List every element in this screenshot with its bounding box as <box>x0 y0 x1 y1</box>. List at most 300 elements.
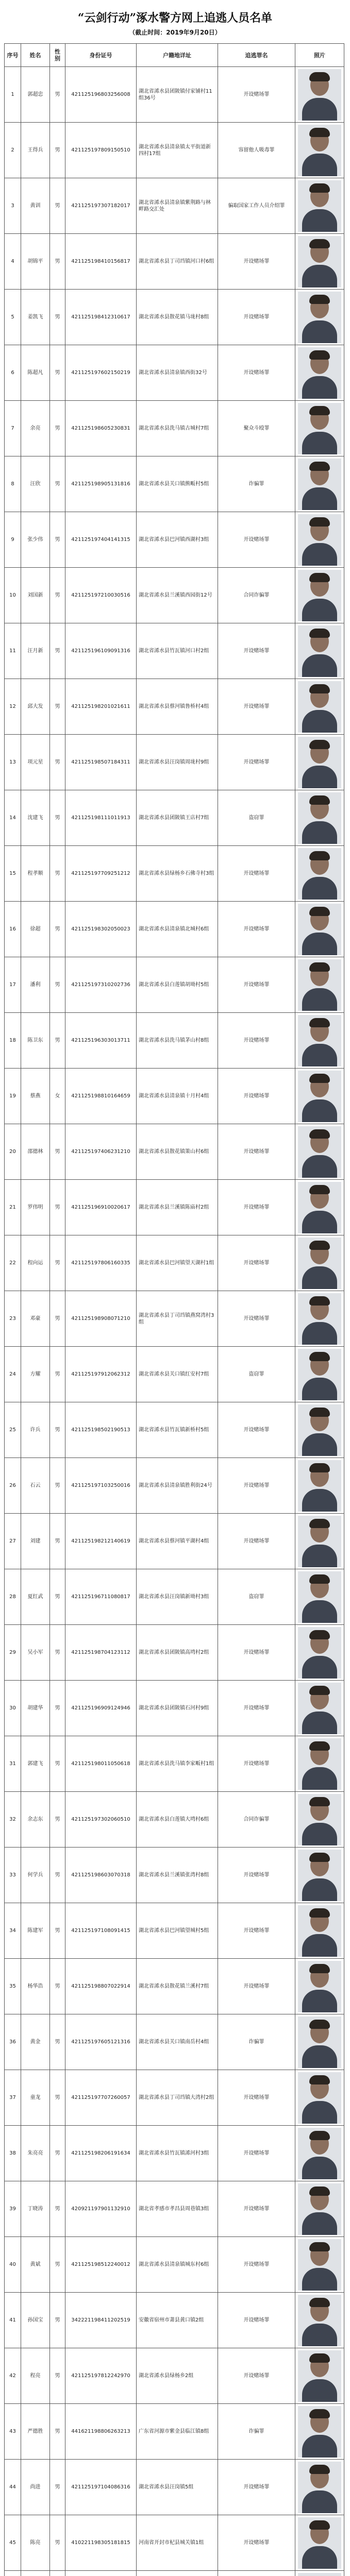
cell-name: 姜凯飞 <box>21 290 50 345</box>
cell-photo <box>295 1180 344 1235</box>
table-row <box>5 2237 344 2293</box>
cell-name: 丁晓涛 <box>21 2181 50 2237</box>
cell-crime: 诈骗罪 <box>218 2014 295 2070</box>
cell-sex: 男 <box>50 790 65 846</box>
table-row <box>5 1124 344 1180</box>
cell-photo <box>295 67 344 123</box>
cell-number: 2 <box>5 123 21 178</box>
col-header-number: 序号 <box>5 44 21 67</box>
cell-crime: 开设赌场罪 <box>218 2293 295 2348</box>
col-header-name: 姓名 <box>21 44 50 67</box>
cell-sex: 男 <box>50 679 65 735</box>
cell-sex: 男 <box>50 1848 65 1903</box>
cell-sex: 男 <box>50 1625 65 1681</box>
cell-address: 湖北省浠水县散花镇策山村6组 <box>137 1124 218 1180</box>
cell-sex: 男 <box>50 123 65 178</box>
cell-id-number: 421125197406231210 <box>65 1124 137 1180</box>
cell-number: 7 <box>5 401 21 456</box>
portrait-photo <box>298 792 341 844</box>
table-row <box>5 2404 344 2460</box>
cell-name: 余志东 <box>21 1792 50 1848</box>
cell-number: 30 <box>5 1681 21 1736</box>
page-title: “云剑行动”涿水警方网上追逃人员名单 <box>77 11 273 25</box>
cell-name: 汪欣 <box>21 456 50 512</box>
cell-id-number: 421125198603070318 <box>65 1848 137 1903</box>
cell-number: 24 <box>5 1347 21 1402</box>
table-row <box>5 401 344 456</box>
cell-sex: 男 <box>50 2293 65 2348</box>
cell-address: 湖北省浠水县巴河镇西湖村3组 <box>137 512 218 568</box>
cell-photo <box>295 2237 344 2293</box>
cell-name: 胡锦平 <box>21 234 50 290</box>
cell-photo <box>295 2014 344 2070</box>
cell-crime: 开设赌场罪 <box>218 1848 295 1903</box>
table-row <box>5 1848 344 1903</box>
cell-name: 陈建军 <box>21 1903 50 1959</box>
portrait-photo <box>298 570 341 621</box>
portrait-photo <box>298 625 341 677</box>
col-header-sex: 性别 <box>50 44 65 67</box>
portrait-photo <box>298 2183 341 2235</box>
cell-address: 湖北省浠水县洗马镇茅山村8组 <box>137 1013 218 1069</box>
cell-id-number: 421125198507184311 <box>65 735 137 790</box>
cell-number <box>5 2571 21 2576</box>
table-row <box>5 1347 344 1402</box>
cell-photo <box>295 2460 344 2515</box>
cell-crime: 开设赌场罪 <box>218 846 295 902</box>
portrait-photo <box>298 2295 341 2346</box>
cell-address: 广东省河源市紫金县临江镇8组 <box>137 2404 218 2460</box>
table-row <box>5 2348 344 2404</box>
portrait-photo <box>298 1683 341 1734</box>
cell-id-number: 342221198411202519 <box>65 2293 137 2348</box>
table-row <box>5 2460 344 2515</box>
page-subtitle: （截止时间：2019年9月20日） <box>129 29 221 36</box>
cell-number: 13 <box>5 735 21 790</box>
table-row <box>5 1458 344 1514</box>
cell-name: 陈亮 <box>21 2515 50 2571</box>
cell-name: 严德胜 <box>21 2404 50 2460</box>
portrait-photo <box>298 1516 341 1567</box>
cell-sex: 男 <box>50 2014 65 2070</box>
cell-photo <box>295 1792 344 1848</box>
cell-number: 39 <box>5 2181 21 2237</box>
cell-number: 44 <box>5 2460 21 2515</box>
cell-address: 湖北省浠水县清泉镇胜利街24号 <box>137 1458 218 1514</box>
portrait-photo <box>298 1460 341 1512</box>
cell-name: 邱大发 <box>21 679 50 735</box>
cell-id-number: 421125196303013711 <box>65 1013 137 1069</box>
cell-photo <box>295 1402 344 1458</box>
cell-number: 1 <box>5 67 21 123</box>
table-row <box>5 290 344 345</box>
portrait-photo <box>298 1627 341 1679</box>
cell-name: 汪月新 <box>21 623 50 679</box>
cell-id-number: 421125197602150219 <box>65 345 137 401</box>
cell-id-number: 421125198807022914 <box>65 1959 137 2014</box>
table-row <box>5 568 344 623</box>
cell-address: 湖北省浠水县团陂镇高塆村2组 <box>137 1625 218 1681</box>
cell-crime: 开设赌场罪 <box>218 512 295 568</box>
cell-photo <box>295 1959 344 2014</box>
cell-address: 湖北省浠水县清泉镇西街32号 <box>137 345 218 401</box>
table-row <box>5 1625 344 1681</box>
cell-photo <box>295 735 344 790</box>
cell-sex: 男 <box>50 2126 65 2181</box>
cell-crime: 开设赌场罪 <box>218 1736 295 1792</box>
cell-sex: 男 <box>50 234 65 290</box>
cell-photo <box>295 401 344 456</box>
cell-name: 石云 <box>21 1458 50 1514</box>
cell-number: 14 <box>5 790 21 846</box>
cell-photo <box>295 957 344 1013</box>
table-row <box>5 902 344 957</box>
cell-address: 湖北省浠水县团陂镇王店村7组 <box>137 790 218 846</box>
cell-number: 5 <box>5 290 21 345</box>
cell-address: 湖北省浠水县关口镇南岳村4组 <box>137 2014 218 2070</box>
cell-address: 湖北省浠水县汪岗镇周垅村9组 <box>137 735 218 790</box>
cell-sex: 男 <box>50 1681 65 1736</box>
cell-sex: 女 <box>50 1069 65 1124</box>
cell-address: 湖北省浠水县散花镇兰溪村7组 <box>137 1959 218 2014</box>
table-row <box>5 1069 344 1124</box>
cell-id-number: 421125197310202736 <box>65 957 137 1013</box>
cell-sex: 男 <box>50 1124 65 1180</box>
cell-sex: 男 <box>50 1514 65 1569</box>
cell-number: 32 <box>5 1792 21 1848</box>
cell-photo <box>295 1291 344 1347</box>
cell-id-number: 421125198212140619 <box>65 1514 137 1569</box>
cell-sex: 男 <box>50 2237 65 2293</box>
cell-name: 张少伟 <box>21 512 50 568</box>
cell-address: 湖北省浠水县蔡河镇鲁桥村4组 <box>137 679 218 735</box>
cell-address: 湖北省浠水县清泉镇十月村4组 <box>137 1069 218 1124</box>
cell-sex: 男 <box>50 2181 65 2237</box>
cell-address <box>137 2571 218 2576</box>
cell-crime: 合同诈骗罪 <box>218 1792 295 1848</box>
cell-number: 17 <box>5 957 21 1013</box>
cell-number: 22 <box>5 1235 21 1291</box>
cell-name: 邵德林 <box>21 1124 50 1180</box>
portrait-photo <box>298 1905 341 1957</box>
portrait-photo <box>298 2072 341 2124</box>
cell-crime: 开设赌场罪 <box>218 2126 295 2181</box>
cell-id-number: 421125198905131816 <box>65 456 137 512</box>
cell-name: 黄训 <box>21 178 50 234</box>
cell-address: 湖北省浠水县兰溪镇张湾村8组 <box>137 1848 218 1903</box>
portrait-photo <box>298 1071 341 1122</box>
cell-photo <box>295 512 344 568</box>
cell-crime: 开设赌场罪 <box>218 902 295 957</box>
cell-name: 程孝顺 <box>21 846 50 902</box>
cell-address: 湖北省浠水县洗马镇李家畈村1组 <box>137 1736 218 1792</box>
cell-photo <box>295 2515 344 2571</box>
cell-sex: 男 <box>50 846 65 902</box>
cell-number: 35 <box>5 1959 21 2014</box>
table-row <box>5 1013 344 1069</box>
cell-number: 10 <box>5 568 21 623</box>
cell-photo <box>295 345 344 401</box>
cell-photo <box>295 1013 344 1069</box>
cell-address: 湖北省浠水县清泉镇城东村6组 <box>137 2237 218 2293</box>
cell-crime: 骗取国家工作人员介绍罪 <box>218 178 295 234</box>
cell-sex: 男 <box>50 1347 65 1402</box>
cell-number: 3 <box>5 178 21 234</box>
cell-crime: 开设赌场罪 <box>218 2348 295 2404</box>
portrait-photo <box>298 2239 341 2291</box>
cell-number: 21 <box>5 1180 21 1235</box>
cell-photo <box>295 1625 344 1681</box>
cell-number: 25 <box>5 1402 21 1458</box>
cell-id-number: 421125196109091316 <box>65 623 137 679</box>
cell-name: 罗伟明 <box>21 1180 50 1235</box>
cell-address: 湖北省浠水县白莲镇胡坳村5组 <box>137 957 218 1013</box>
cell-name: 吴小军 <box>21 1625 50 1681</box>
cell-id-number: 421125197809150510 <box>65 123 137 178</box>
col-header-photo: 照片 <box>295 44 344 67</box>
cell-name: 许兵 <box>21 1402 50 1458</box>
cell-crime: 开设赌场罪 <box>218 290 295 345</box>
portrait-photo <box>298 1015 341 1066</box>
cell-photo <box>295 623 344 679</box>
table-row <box>5 456 344 512</box>
cell-photo <box>295 178 344 234</box>
cell-id-number: 421125197210030516 <box>65 568 137 623</box>
cell-name: 余亮 <box>21 401 50 456</box>
cell-sex: 男 <box>50 1792 65 1848</box>
cell-number: 15 <box>5 846 21 902</box>
portrait-photo <box>298 2573 341 2576</box>
cell-crime: 盗窃罪 <box>218 790 295 846</box>
cell-photo <box>295 2181 344 2237</box>
cell-crime <box>218 2571 295 2576</box>
portrait-photo <box>298 403 341 454</box>
cell-sex: 男 <box>50 1291 65 1347</box>
cell-sex: 男 <box>50 1569 65 1625</box>
cell-number: 40 <box>5 2237 21 2293</box>
cell-sex: 男 <box>50 2404 65 2460</box>
cell-id-number: 421125198410156817 <box>65 234 137 290</box>
cell-number: 43 <box>5 2404 21 2460</box>
cell-number: 28 <box>5 1569 21 1625</box>
cell-name: 黄金 <box>21 2014 50 2070</box>
cell-id-number: 421125197404141315 <box>65 512 137 568</box>
cell-photo <box>295 846 344 902</box>
cell-name: 沈建飞 <box>21 790 50 846</box>
cell-sex: 男 <box>50 957 65 1013</box>
cell-id-number: 421125198011050618 <box>65 1736 137 1792</box>
cell-sex <box>50 2571 65 2576</box>
cell-id-number: 421125198302050023 <box>65 902 137 957</box>
cell-name: 方耀 <box>21 1347 50 1402</box>
cell-id-number: 421125198206191634 <box>65 2126 137 2181</box>
cell-sex: 男 <box>50 512 65 568</box>
portrait-photo <box>298 2128 341 2179</box>
cell-sex: 男 <box>50 2515 65 2571</box>
portrait-photo <box>298 1571 341 1623</box>
cell-id-number: 421125198908071210 <box>65 1291 137 1347</box>
cell-number: 38 <box>5 2126 21 2181</box>
cell-sex: 男 <box>50 401 65 456</box>
cell-photo <box>295 1235 344 1291</box>
table-row <box>5 1903 344 1959</box>
cell-name: 杨华浩 <box>21 1959 50 2014</box>
cell-crime: 开设赌场罪 <box>218 1180 295 1235</box>
cell-sex: 男 <box>50 1402 65 1458</box>
cell-id-number: 421125197108091415 <box>65 1903 137 1959</box>
cell-name: 陈超凡 <box>21 345 50 401</box>
cell-crime: 开设赌场罪 <box>218 957 295 1013</box>
table-row <box>5 1235 344 1291</box>
cell-id-number: 421125198512240012 <box>65 2237 137 2293</box>
cell-sex: 男 <box>50 1903 65 1959</box>
cell-photo <box>295 2070 344 2126</box>
col-header-crime: 追逃罪名 <box>218 44 295 67</box>
cell-number: 8 <box>5 456 21 512</box>
cell-address: 湖北省浠水县散花镇马垅村8组 <box>137 290 218 345</box>
portrait-photo <box>298 1349 341 1400</box>
portrait-photo <box>298 1850 341 1901</box>
cell-address: 湖北省浠水县丁司垱镇燕窝湾村3组 <box>137 1291 218 1347</box>
cell-id-number: 421125197707260057 <box>65 2070 137 2126</box>
cell-photo <box>295 1736 344 1792</box>
cell-number: 36 <box>5 2014 21 2070</box>
cell-number: 34 <box>5 1903 21 1959</box>
cell-crime: 开设赌场罪 <box>218 735 295 790</box>
header-row <box>5 44 344 67</box>
cell-address: 湖北省浠水县关口镇熊畈村5组 <box>137 456 218 512</box>
cell-id-number: 410221198305181815 <box>65 2515 137 2571</box>
portrait-photo <box>298 904 341 955</box>
cell-photo <box>295 1514 344 1569</box>
table-row <box>5 1569 344 1625</box>
cell-crime: 合同诈骗罪 <box>218 568 295 623</box>
cell-id-number: 421125198810164659 <box>65 1069 137 1124</box>
col-header-address: 户籍地详址 <box>137 44 218 67</box>
cell-number: 26 <box>5 1458 21 1514</box>
portrait-photo <box>298 125 341 176</box>
cell-crime: 开设赌场罪 <box>218 2515 295 2571</box>
cell-crime: 开设赌场罪 <box>218 1458 295 1514</box>
cell-crime: 开设赌场罪 <box>218 2181 295 2237</box>
cell-address: 湖北省浠水县竹瓦镇新桥村5组 <box>137 1402 218 1458</box>
cell-name: 郭超忠 <box>21 67 50 123</box>
cell-address: 湖北省浠水县丁司垱镇河口村6组 <box>137 234 218 290</box>
cell-id-number: 421125197307182017 <box>65 178 137 234</box>
cell-sex: 男 <box>50 345 65 401</box>
table-row <box>5 790 344 846</box>
cell-id-number: 421125198502190513 <box>65 1402 137 1458</box>
cell-sex: 男 <box>50 2348 65 2404</box>
portrait-photo <box>298 1961 341 2012</box>
cell-number: 29 <box>5 1625 21 1681</box>
portrait-photo <box>298 1794 341 1845</box>
cell-photo <box>295 2126 344 2181</box>
cell-crime: 开设赌场罪 <box>218 2237 295 2293</box>
cell-name: 蔡燕 <box>21 1069 50 1124</box>
portrait-photo <box>298 180 341 232</box>
table-row <box>5 178 344 234</box>
cell-address: 湖北省浠水县汪岗镇新坳村3组 <box>137 1569 218 1625</box>
cell-name: 徐超 <box>21 902 50 957</box>
col-header-id-number: 身份证号 <box>65 44 137 67</box>
cell-name: 程向运 <box>21 1235 50 1291</box>
portrait-photo <box>298 347 341 399</box>
cell-address: 湖北省浠水县绿杨乡石佛寺村3组 <box>137 846 218 902</box>
cell-crime: 开设赌场罪 <box>218 1013 295 1069</box>
table-row <box>5 623 344 679</box>
cell-photo <box>295 456 344 512</box>
cell-id-number: 421125197302060510 <box>65 1792 137 1848</box>
cell-name: 郭建飞 <box>21 1736 50 1792</box>
cell-number: 31 <box>5 1736 21 1792</box>
cell-number: 11 <box>5 623 21 679</box>
cell-sex: 男 <box>50 1458 65 1514</box>
cell-sex: 男 <box>50 456 65 512</box>
cell-name <box>21 2571 50 2576</box>
cell-name: 潘利 <box>21 957 50 1013</box>
cell-sex: 男 <box>50 623 65 679</box>
cell-crime: 开设赌场罪 <box>218 67 295 123</box>
cell-name: 朱亮亮 <box>21 2126 50 2181</box>
cell-name: 邓豪 <box>21 1291 50 1347</box>
cell-name: 胡建华 <box>21 1681 50 1736</box>
cell-name: 何学兵 <box>21 1848 50 1903</box>
cell-id-number: 421125197806160335 <box>65 1235 137 1291</box>
table-row <box>5 735 344 790</box>
cell-crime: 开设赌场罪 <box>218 1681 295 1736</box>
cell-address: 湖北省浠水县巴河镇望天湖村1组 <box>137 1235 218 1291</box>
table-row <box>5 512 344 568</box>
cell-number: 6 <box>5 345 21 401</box>
cell-crime: 盗窃罪 <box>218 1569 295 1625</box>
cell-address: 湖北省浠水县白莲镇大塆村6组 <box>137 1792 218 1848</box>
cell-crime: 盗窃罪 <box>218 1347 295 1402</box>
cell-crime: 开设赌场罪 <box>218 345 295 401</box>
cell-id-number: 421125198201021611 <box>65 679 137 735</box>
cell-id-number: 421125196803256008 <box>65 67 137 123</box>
cell-sex: 男 <box>50 1235 65 1291</box>
cell-crime: 聚众斗殴罪 <box>218 401 295 456</box>
cell-id-number: 421125196910020617 <box>65 1180 137 1235</box>
cell-number: 23 <box>5 1291 21 1347</box>
cell-number: 16 <box>5 902 21 957</box>
cell-photo <box>295 1069 344 1124</box>
portrait-photo <box>298 236 341 287</box>
table-row <box>5 957 344 1013</box>
cell-name: 刘建 <box>21 1514 50 1569</box>
portrait-photo <box>298 848 341 900</box>
cell-sex: 男 <box>50 2460 65 2515</box>
cell-number: 12 <box>5 679 21 735</box>
table-body <box>5 67 344 2576</box>
cell-sex: 男 <box>50 1013 65 1069</box>
cell-address: 湖北省浠水县团陂镇付家铺村11组36号 <box>137 67 218 123</box>
table-row <box>5 345 344 401</box>
cell-name: 尚进 <box>21 2460 50 2515</box>
cell-crime: 开设赌场罪 <box>218 1291 295 1347</box>
cell-id-number: 421125196909124946 <box>65 1681 137 1736</box>
cell-number: 33 <box>5 1848 21 1903</box>
portrait-photo <box>298 1182 341 1233</box>
cell-photo <box>295 1458 344 1514</box>
cell-number: 45 <box>5 2515 21 2571</box>
cell-sex: 男 <box>50 1959 65 2014</box>
table-row <box>5 1681 344 1736</box>
cell-sex: 男 <box>50 1736 65 1792</box>
table-row <box>5 123 344 178</box>
cell-number: 4 <box>5 234 21 290</box>
